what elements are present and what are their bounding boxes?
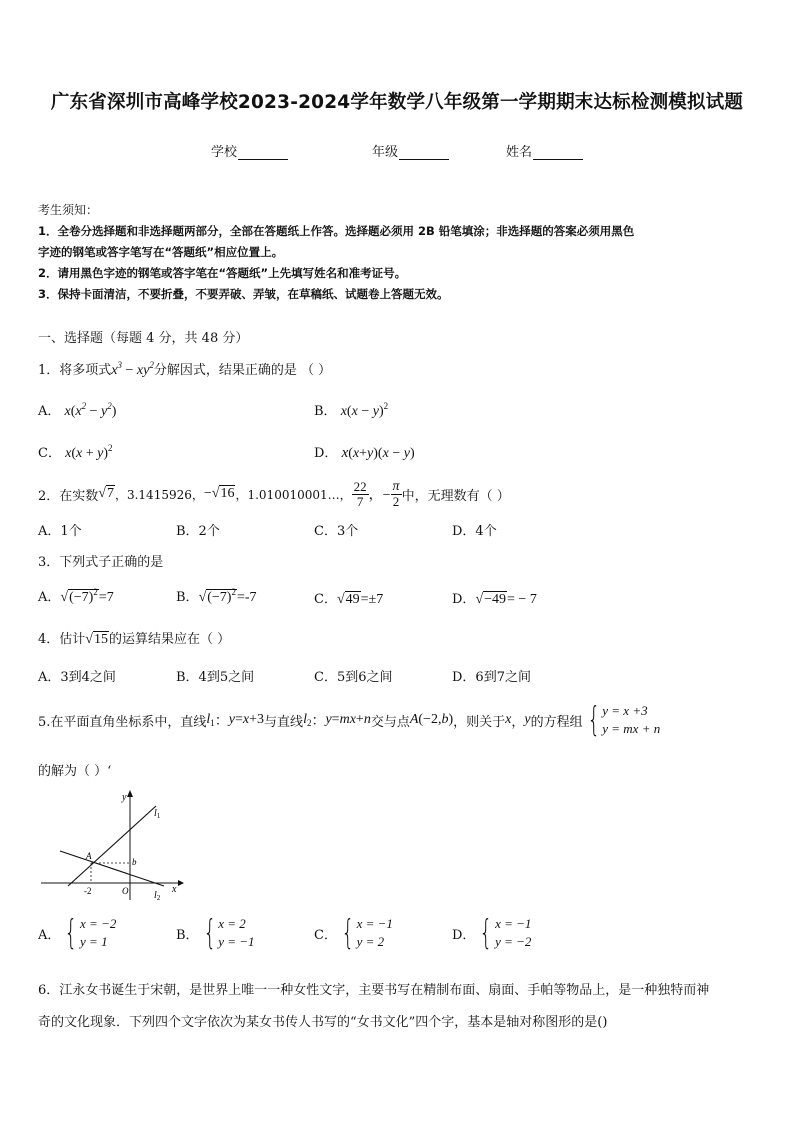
q3-option-a[interactable]: A．$√(-7)^2=7$ — [38, 587, 114, 605]
question-6-line2: 奇的文化现象．下列四个文字依次为某女书传人书写的“女书文化”四个字，基本是轴对称图形的是() — [38, 1015, 608, 1030]
name-field: 姓名 — [506, 141, 583, 160]
q4-option-a[interactable]: A．3到4之间 — [38, 670, 116, 685]
name-blank[interactable] — [533, 145, 583, 160]
section-heading: 一、选择题（每题 4 分，共 48 分） — [38, 331, 249, 346]
origin-label: O — [122, 886, 129, 896]
l1-label: $l_1$ — [154, 808, 161, 820]
notice-item-1b: 字迹的钢笔或答字笔写在“答题纸”相应位置上。 — [38, 245, 284, 259]
q1-option-b[interactable]: B． $x(x - y)^2$ — [314, 401, 389, 419]
q2-option-c[interactable]: C．3个 — [314, 524, 359, 539]
q1-option-a[interactable]: A． $x(x^2 - y^2)$ — [38, 401, 117, 419]
point-a-label: A — [86, 851, 92, 861]
question-4: 4．估计√15的运算结果应在（ ） — [38, 632, 231, 647]
q4-option-b[interactable]: B．4到5之间 — [176, 670, 255, 685]
notice-item-2: 2．请用黑色字迹的钢笔或答字笔在“答题纸”上先填写姓名和准考证号。 — [38, 266, 407, 280]
line-l1 — [68, 806, 156, 886]
notice-item-1a: 1．全卷分选择题和非选择题两部分，全部在答题纸上作答。选择题必须用 2B 铅笔填涂；非选择题的答案必须用黑色 — [38, 224, 635, 238]
q4-option-c[interactable]: C．5到6之间 — [314, 670, 393, 685]
question-1: 1．将多项式$x^3 - xy^2$分解因式，结果正确的是 （ ） — [38, 360, 332, 378]
q2-option-d[interactable]: D．4个 — [452, 524, 497, 539]
q5-option-a[interactable]: A． { x = −2 y = 1 — [38, 913, 117, 953]
l2-label: $l_2$ — [154, 890, 161, 902]
y-axis-label: y — [122, 792, 127, 803]
question-3: 3．下列式子正确的是 — [38, 555, 164, 570]
q2-option-b[interactable]: B．2个 — [176, 524, 220, 539]
x-axis-label: x — [172, 884, 177, 895]
q3-option-b[interactable]: B．$√(-7)^2=-7$ — [176, 587, 257, 605]
school-field: 学校 — [211, 141, 288, 160]
q1-option-c[interactable]: C． $x(x + y)^2$ — [38, 443, 113, 461]
notice-item-3: 3．保持卡面清洁，不要折叠，不要弄破、弄皱，在草稿纸、试题卷上答题无效。 — [38, 287, 449, 301]
notice-heading: 考生须知： — [38, 203, 99, 217]
grade-field: 年级 — [372, 141, 449, 160]
question-5: 5.在平面直角坐标系中，直线 $l_1$ ： y = x +3 与直线 $l_2$ ： y = mx + n 交与点 A (−2, b ) ，则关于 x ， y 的方程组 { y = x +3 y = mx + n — [38, 700, 661, 740]
line-l2 — [60, 851, 164, 886]
question-5-line2: 的解为（ ）‘ — [38, 764, 112, 779]
school-blank[interactable] — [238, 145, 288, 160]
q3-option-c[interactable]: C．√49=±7 — [314, 592, 384, 607]
grade-blank[interactable] — [399, 145, 449, 160]
question-6-line1: 6．江永女书诞生于宋朝，是世界上唯一一种女性文字，主要书写在精制布面、扇面、手帕等物品上，是一种独特而神 — [38, 983, 710, 998]
neg2-label: -2 — [84, 886, 92, 896]
q4-option-d[interactable]: D．6到7之间 — [452, 670, 531, 685]
q1-option-d[interactable]: D． x(x+y)(x − y) — [314, 445, 415, 461]
b-label: b — [132, 857, 137, 867]
question-2: 2．在实数 √7 ，3.1415926， −√16 ，1.010010001…， $\frac{22}{7}$ ，− $\frac{\pi}{2}$ 中，无理数有（ ） — [38, 478, 510, 509]
q5-option-c[interactable]: C． { x = −1 y = 2 — [314, 913, 393, 953]
page-title: 广东省深圳市高峰学校2023-2024学年数学八年级第一学期期末达标检测模拟试题 — [50, 92, 744, 113]
q3-option-d[interactable]: D．√−49= − 7 — [452, 592, 537, 607]
q5-option-b[interactable]: B． { x = 2 y = −1 — [176, 913, 255, 953]
coordinate-graph — [38, 788, 188, 903]
q5-option-d[interactable]: D． { x = −1 y = −2 — [452, 913, 532, 953]
q2-option-a[interactable]: A．1个 — [38, 524, 82, 539]
